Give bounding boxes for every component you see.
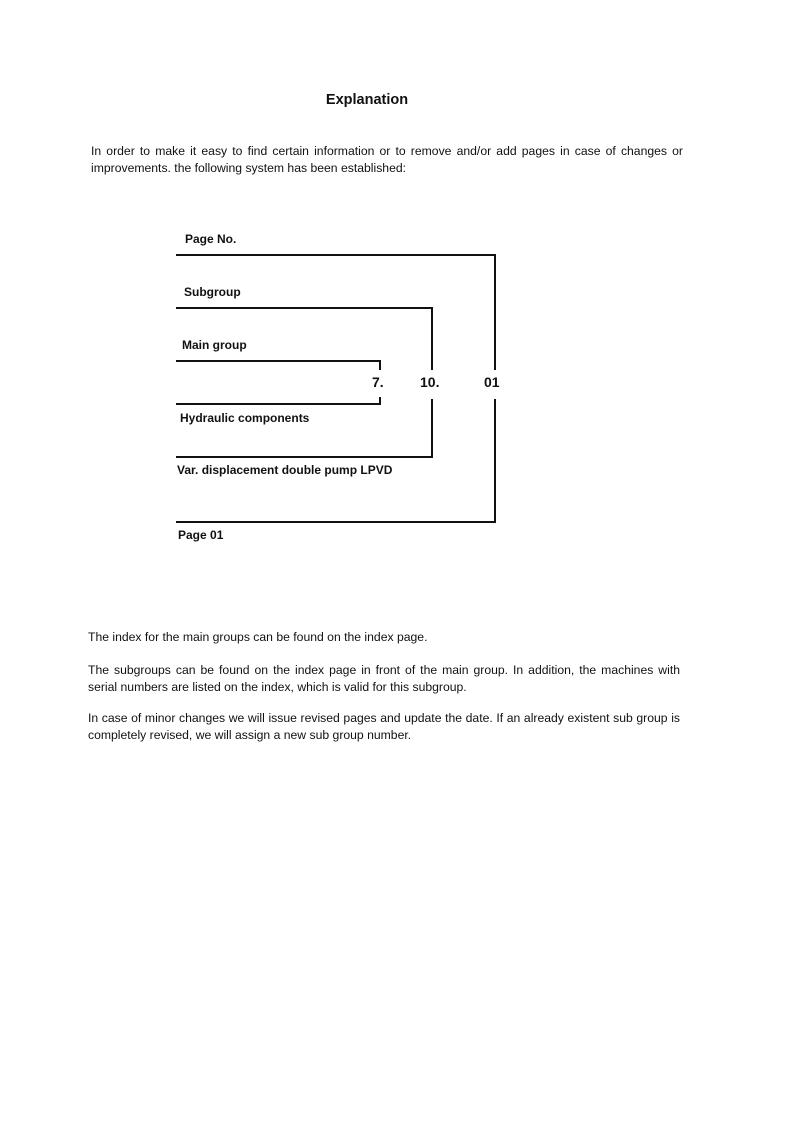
subgroup-number: 10. (420, 374, 440, 390)
main-group-number: 7. (372, 374, 384, 390)
page-no-lower-stem (494, 399, 496, 523)
page-number: 01 (484, 374, 500, 390)
page-no-top-line (176, 254, 496, 256)
page-no-upper-stem (494, 254, 496, 370)
subgroup-bottom-line (176, 456, 433, 458)
page-no-bottom-line (176, 521, 496, 523)
main-group-top-line (176, 360, 381, 362)
main-group-label: Main group (182, 338, 247, 352)
subgroups-paragraph: The subgroups can be found on the index page in front of the main group. In addition, the machines with serial numbers are listed on the index, which is valid for this subgroup. (88, 663, 680, 694)
main-group-name: Hydraulic components (180, 411, 310, 425)
subgroup-name: Var. displacement double pump LPVD (177, 463, 393, 477)
main-group-upper-stem (379, 360, 381, 370)
page-no-label: Page No. (185, 232, 237, 246)
subgroup-lower-stem (431, 399, 433, 458)
subgroup-label: Subgroup (184, 285, 241, 299)
page-name: Page 01 (178, 528, 224, 542)
revisions-paragraph: In case of minor changes we will issue revised pages and update the date. If an already existent sub group is completely revised, we will assign a new sub group number. (88, 711, 680, 742)
main-group-bottom-line (176, 403, 381, 405)
page-title: Explanation (325, 92, 409, 108)
intro-paragraph: In order to make it easy to find certain information or to remove and/or add pages in case of changes or improvements. the following system has been established: (91, 144, 683, 175)
subgroup-upper-stem (431, 307, 433, 370)
index-paragraph: The index for the main groups can be found on the index page. (88, 630, 428, 644)
subgroup-top-line (176, 307, 433, 309)
